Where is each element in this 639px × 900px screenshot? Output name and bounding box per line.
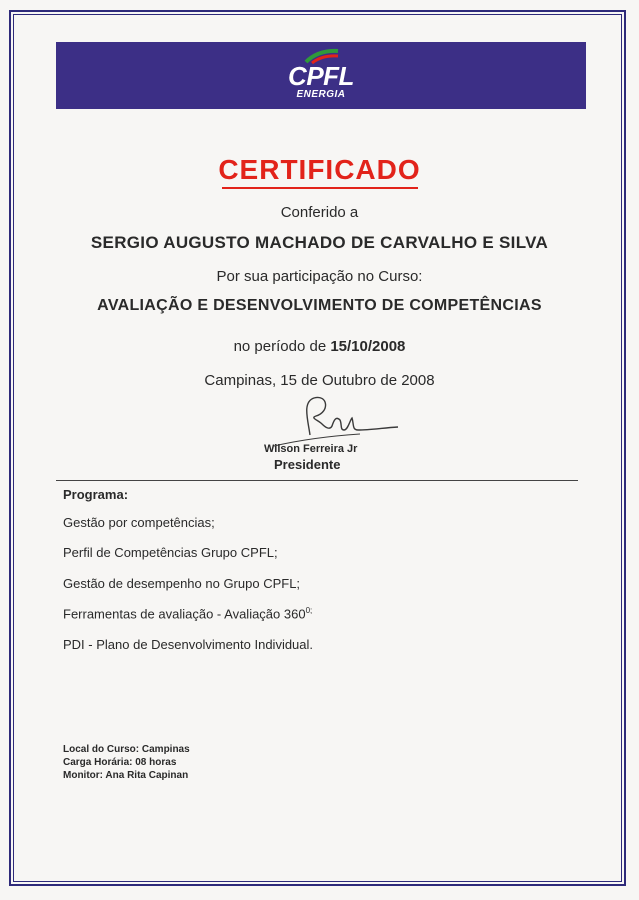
program-item — [63, 606, 312, 621]
logo-wordmark: CPFL — [288, 61, 354, 91]
signer-name: Wilson Ferreira Jr — [264, 443, 358, 455]
place-date: Campinas, 15 de Outubro de 2008 — [204, 372, 435, 389]
certificate-title: CERTIFICADO — [218, 154, 421, 185]
program-item: PDI - Plano de Desenvolvimento Individual. — [63, 637, 314, 652]
period-date: 15/10/2008 — [330, 338, 406, 355]
footer-monitor: Monitor: Ana Rita Capinan — [63, 770, 189, 781]
program-item: Gestão por competências; — [63, 515, 215, 530]
section-divider — [56, 480, 578, 481]
period-prefix: no período de — [233, 338, 331, 355]
cpfl-logo — [266, 48, 376, 106]
header-band — [56, 42, 586, 109]
program-item: Perfil de Competências Grupo CPFL; — [63, 545, 278, 560]
program-heading: Programa: — [63, 487, 129, 502]
program-item: Gestão de desempenho no Grupo CPFL; — [63, 576, 301, 591]
conferido-text: Conferido a — [280, 204, 359, 221]
program-item-text: Ferramentas de avaliação - Avaliação 360 — [63, 606, 306, 622]
recipient-name: SERGIO AUGUSTO MACHADO DE CARVALHO E SILVA — [90, 233, 549, 252]
course-name: AVALIAÇÃO E DESENVOLVIMENTO DE COMPETÊNCIAS — [97, 297, 542, 314]
program-item-superscript: 0; — [305, 606, 313, 615]
footer-carga: Carga Horária: 08 horas — [63, 757, 177, 768]
period-line — [0, 338, 639, 355]
signer-title: Presidente — [274, 457, 341, 472]
participation-text: Por sua participação no Curso: — [216, 268, 423, 285]
logo-subtitle: ENERGIA — [296, 89, 346, 100]
footer-local: Local do Curso: Campinas — [63, 744, 190, 755]
signature-scribble — [270, 390, 400, 450]
title-underline — [222, 187, 418, 189]
